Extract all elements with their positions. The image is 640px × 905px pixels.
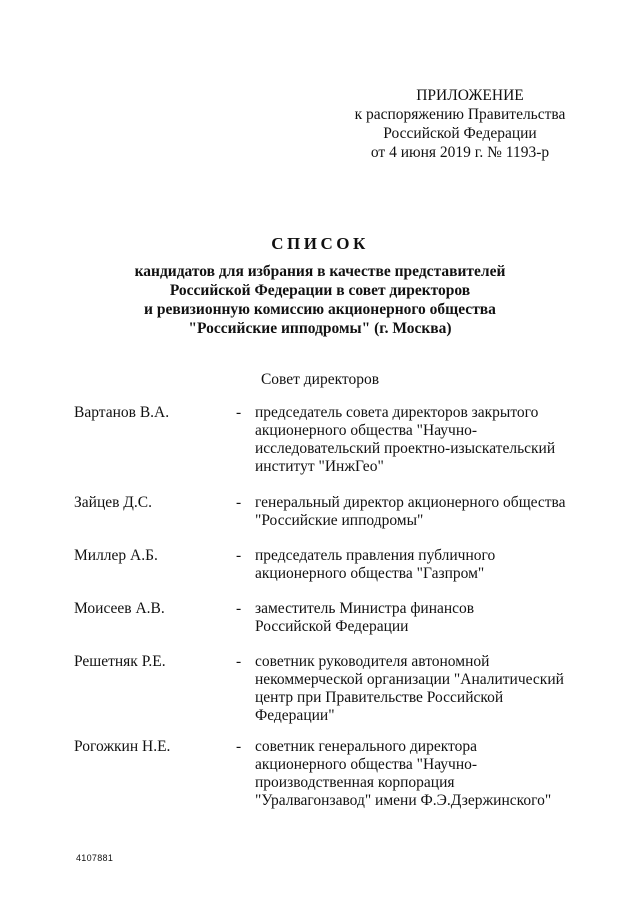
member-description (255, 547, 575, 583)
member-description-line: советник руководителя автономной (255, 653, 490, 670)
member-description (255, 494, 575, 530)
member-description-line: "Уралвагонзавод" имени Ф.Э.Дзержинского" (255, 792, 552, 809)
subheading-line-4: "Российские ипподромы" (г. Москва) (188, 320, 452, 337)
member-name: Моисеев А.В. (74, 600, 165, 617)
member-dash: - (236, 547, 242, 564)
member-description-line: центр при Правительстве Российской (255, 689, 504, 706)
appendix-line-2: Российской Федерации (383, 125, 537, 142)
member-name: Рогожкин Н.Е. (74, 738, 171, 755)
member-name: Миллер А.Б. (74, 547, 158, 564)
document-heading: СПИСОК (271, 234, 369, 253)
member-dash: - (236, 738, 242, 755)
member-description-line: председатель правления публичного (255, 547, 496, 564)
member-description-line: Российской Федерации (255, 618, 409, 635)
appendix-block (330, 86, 590, 162)
member-description-line: производственная корпорация (255, 774, 455, 791)
member-description-line: "Российские ипподромы" (255, 512, 424, 529)
member-dash: - (236, 494, 242, 511)
member-dash: - (236, 653, 242, 670)
section-title (0, 371, 640, 389)
member-description-line: генеральный директор акционерного общества (255, 494, 566, 511)
member-dash: - (236, 404, 242, 421)
member-name: Вартанов В.А. (74, 404, 170, 421)
member-description-line: заместитель Министра финансов (255, 600, 475, 617)
member-description-line: исследовательский проектно-изыскательский (255, 440, 556, 457)
member-description (255, 404, 575, 476)
member-dash: - (236, 600, 242, 617)
section-title-text: Совет директоров (260, 371, 380, 388)
member-description-line: акционерного общества "Научно- (255, 422, 478, 439)
member-description (255, 600, 575, 636)
appendix-line-1: к распоряжению Правительства (354, 106, 566, 123)
member-description-line: советник генерального директора (255, 738, 478, 755)
member-name: Зайцев Д.С. (74, 494, 152, 511)
member-description-line: акционерного общества "Научно- (255, 756, 478, 773)
member-description-line: институт "ИнжГео" (255, 458, 384, 475)
appendix-line-3: от 4 июня 2019 г. № 1193-р (370, 144, 550, 161)
member-name: Решетняк Р.Е. (74, 653, 166, 670)
member-description-line: акционерного общества "Газпром" (255, 565, 485, 582)
member-description-line: некоммерческой организации "Аналитический (255, 671, 564, 688)
subheading-line-3: и ревизионную комиссию акционерного общества (144, 301, 496, 318)
appendix-title: ПРИЛОЖЕНИЕ (416, 87, 524, 104)
member-description (255, 738, 575, 810)
member-description-line: председатель совета директоров закрытого (255, 404, 539, 421)
member-description (255, 653, 575, 725)
document-code: 4107881 (76, 853, 114, 863)
document-subheading (0, 262, 640, 338)
member-description-line: Федерации" (255, 707, 335, 724)
subheading-line-1: кандидатов для избрания в качестве представителей (134, 263, 506, 280)
subheading-line-2: Российской Федерации в совет директоров (169, 282, 471, 299)
